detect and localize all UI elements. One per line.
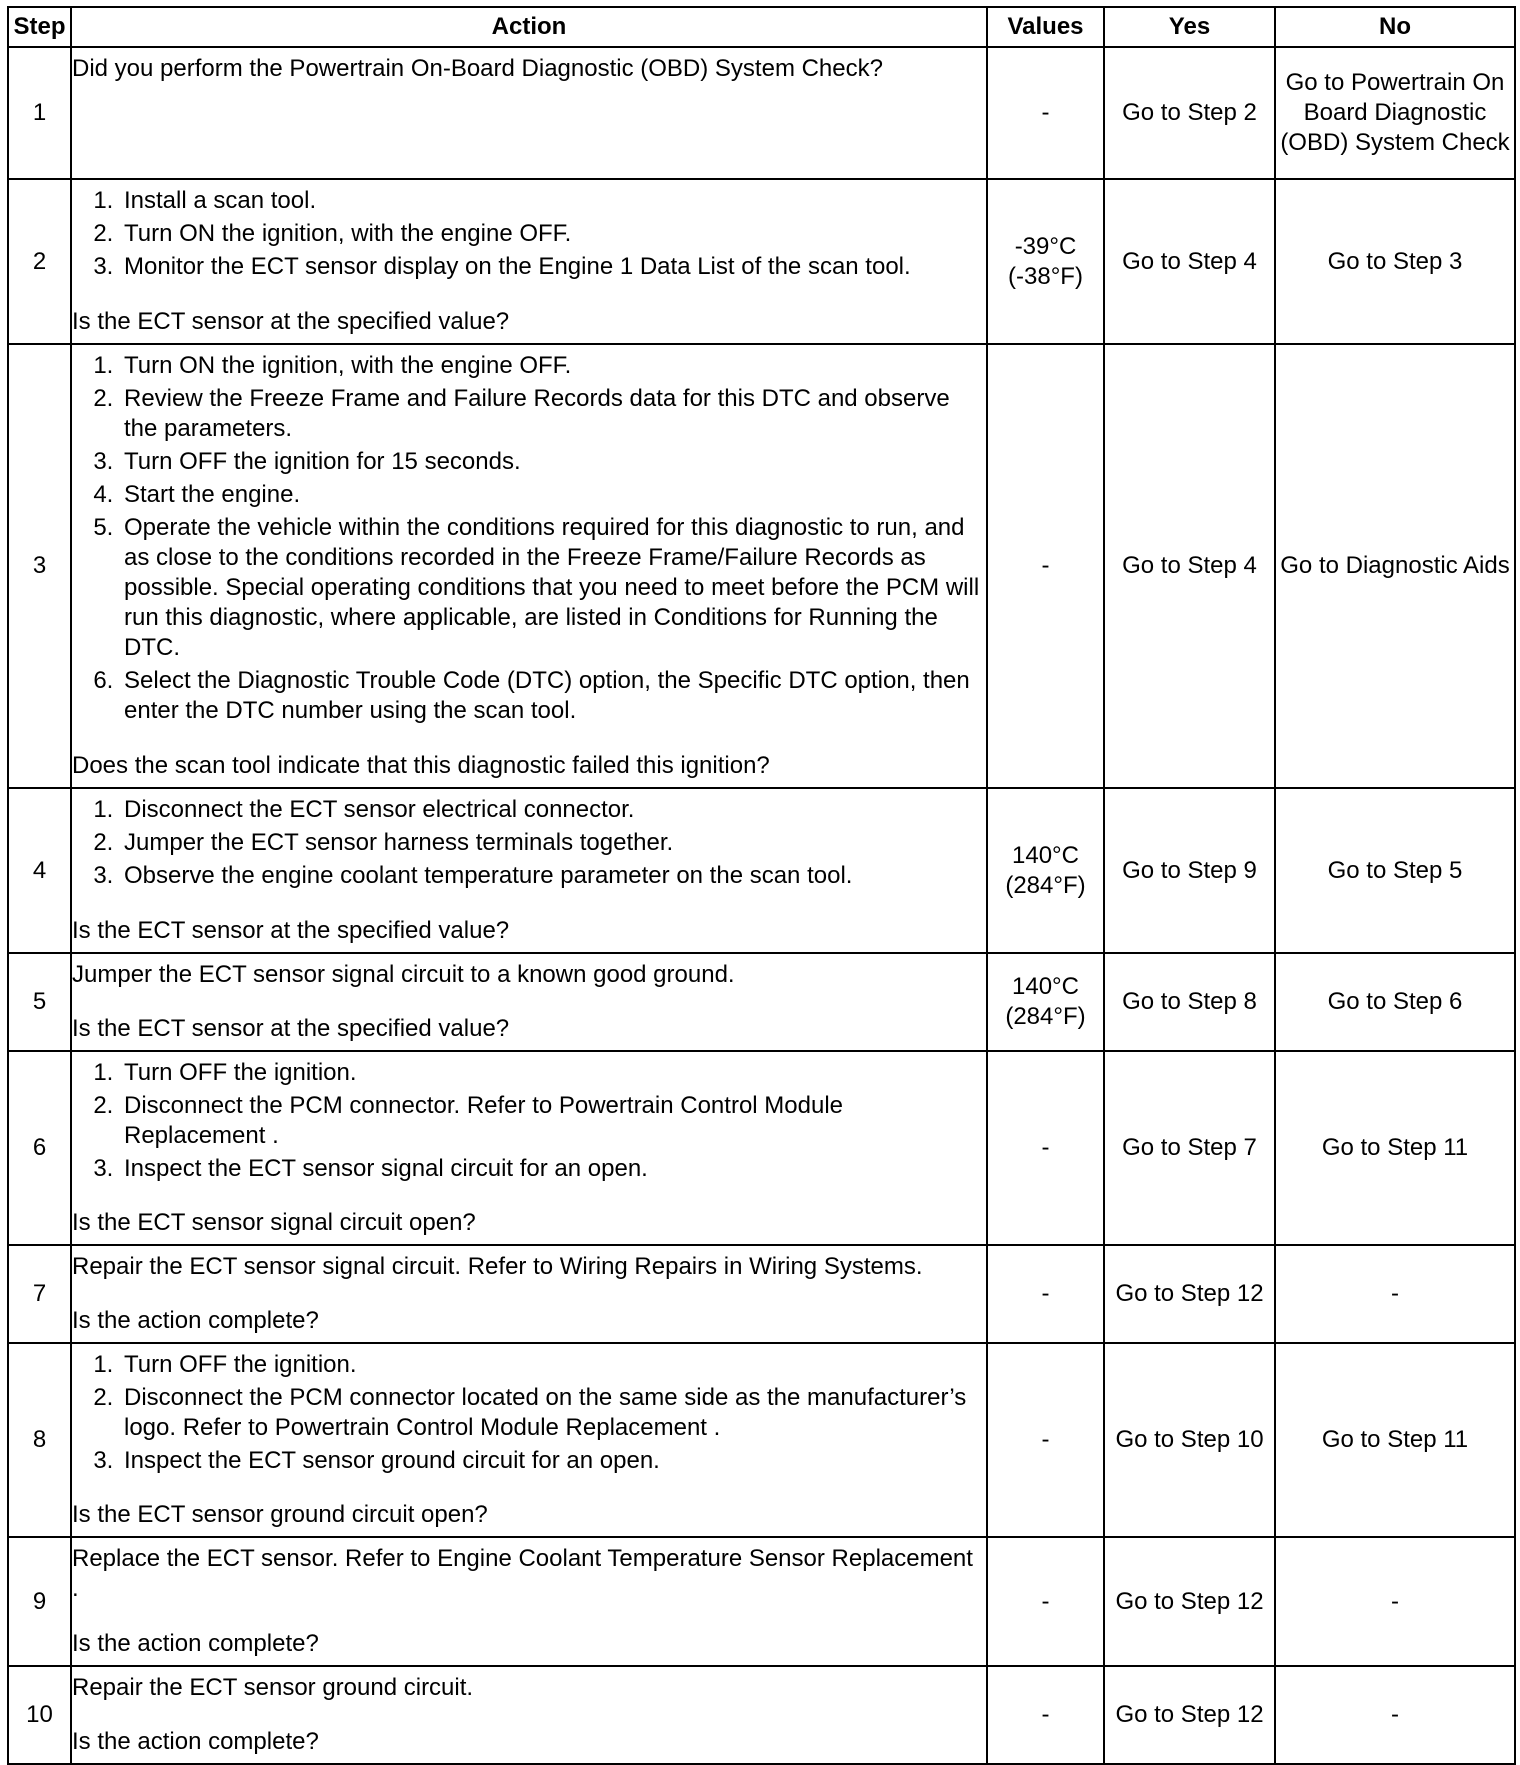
action-cell [71,1051,987,1245]
procedure-item: 2. Jumper the ECT sensor harness terminals together. [120,828,986,858]
table-row [8,1537,1515,1666]
step-number: 9 [8,1537,71,1666]
action-cell [71,1245,987,1343]
action-instruction: Repair the ECT sensor signal circuit. Refer to Wiring Repairs in Wiring Systems. [72,1253,923,1280]
procedure-list [72,351,986,726]
step-number: 4 [8,788,71,953]
step-number: 10 [8,1666,71,1764]
yes-cell: Go to Step 7 [1104,1051,1275,1245]
action-cell [71,1537,987,1666]
procedure-item: 3. Inspect the ECT sensor ground circuit for an open. [120,1446,986,1476]
procedure-list [72,1350,986,1476]
procedure-item: 2. Disconnect the PCM connector located on the same side as the manufacturer’s logo. Refer to Powertrain Control Module Replacement . [120,1383,986,1443]
yes-cell: Go to Step 8 [1104,953,1275,1051]
diagnostic-table-page [7,6,1514,1756]
procedure-item: 3. Observe the engine coolant temperature parameter on the scan tool. [120,861,986,891]
step-number: 2 [8,179,71,344]
action-instruction: Replace the ECT sensor. Refer to Engine Coolant Temperature Sensor Replacement . [72,1545,973,1602]
no-cell: Go to Powertrain On Board Diagnostic (OBD) System Check [1275,47,1515,179]
yes-cell: Go to Step 4 [1104,179,1275,344]
value-cell: - [987,47,1104,179]
value-cell: 140°C (284°F) [987,953,1104,1051]
action-cell [71,788,987,953]
action-question: Is the action complete? [72,1728,319,1755]
procedure-list [72,1058,986,1184]
action-question: Is the action complete? [72,1630,319,1657]
procedure-item: 2. Review the Freeze Frame and Failure Records data for this DTC and observe the parameters. [120,384,986,444]
procedure-list [72,186,986,282]
step-number: 1 [8,47,71,179]
header-action: Action [71,7,987,47]
yes-cell: Go to Step 2 [1104,47,1275,179]
step-number: 7 [8,1245,71,1343]
value-cell: - [987,344,1104,788]
yes-cell: Go to Step 9 [1104,788,1275,953]
table-row [8,47,1515,179]
table-row [8,1343,1515,1537]
procedure-item: 1. Turn OFF the ignition. [120,1350,986,1380]
procedure-item: 5. Operate the vehicle within the conditions required for this diagnostic to run, and as close to the conditions recorded in the Freeze Frame/Failure Records as possible. Special operating conditions that you need to meet before the PCM will run this diagnostic, where applicable, are listed in Conditions for Running the DTC. [120,513,986,663]
action-question: Is the ECT sensor at the specified value? [72,917,510,944]
value-cell: -39°C (-38°F) [987,179,1104,344]
header-no: No [1275,7,1515,47]
step-number: 5 [8,953,71,1051]
table-header-row [8,7,1515,47]
action-question: Is the ECT sensor at the specified value? [72,308,510,335]
action-cell [71,179,987,344]
yes-cell: Go to Step 12 [1104,1245,1275,1343]
action-instruction: Did you perform the Powertrain On-Board Diagnostic (OBD) System Check? [72,55,883,82]
table-row [8,1245,1515,1343]
no-cell: - [1275,1537,1515,1666]
no-cell: - [1275,1245,1515,1343]
procedure-item: 3. Turn OFF the ignition for 15 seconds. [120,447,986,477]
no-cell: Go to Diagnostic Aids [1275,344,1515,788]
action-question: Does the scan tool indicate that this diagnostic failed this ignition? [72,752,770,779]
diagnostic-table [7,6,1516,1765]
table-row [8,179,1515,344]
no-cell: Go to Step 5 [1275,788,1515,953]
value-cell: - [987,1537,1104,1666]
action-cell [71,953,987,1051]
action-question: Is the ECT sensor at the specified value? [72,1015,510,1042]
header-step: Step [8,7,71,47]
action-question: Is the action complete? [72,1307,319,1334]
value-cell: - [987,1245,1104,1343]
no-cell: Go to Step 3 [1275,179,1515,344]
no-cell: - [1275,1666,1515,1764]
yes-cell: Go to Step 12 [1104,1666,1275,1764]
procedure-item: 1. Turn ON the ignition, with the engine OFF. [120,351,986,381]
step-number: 8 [8,1343,71,1537]
value-cell: - [987,1666,1104,1764]
yes-cell: Go to Step 4 [1104,344,1275,788]
procedure-item: 6. Select the Diagnostic Trouble Code (DTC) option, the Specific DTC option, then enter the DTC number using the scan tool. [120,666,986,726]
procedure-item: 3. Inspect the ECT sensor signal circuit for an open. [120,1154,986,1184]
no-cell: Go to Step 11 [1275,1343,1515,1537]
table-row [8,788,1515,953]
yes-cell: Go to Step 12 [1104,1537,1275,1666]
yes-cell: Go to Step 10 [1104,1343,1275,1537]
table-row [8,344,1515,788]
action-question: Is the ECT sensor signal circuit open? [72,1209,476,1236]
procedure-item: 1. Install a scan tool. [120,186,986,216]
table-row [8,1666,1515,1764]
procedure-item: 2. Turn ON the ignition, with the engine OFF. [120,219,986,249]
action-cell [71,1666,987,1764]
action-question: Is the ECT sensor ground circuit open? [72,1501,488,1528]
table-body [8,47,1515,1764]
table-row [8,953,1515,1051]
procedure-list [72,795,986,891]
action-cell [71,1343,987,1537]
action-instruction: Repair the ECT sensor ground circuit. [72,1674,474,1701]
procedure-item: 1. Turn OFF the ignition. [120,1058,986,1088]
action-cell [71,47,987,179]
header-values: Values [987,7,1104,47]
procedure-item: 1. Disconnect the ECT sensor electrical connector. [120,795,986,825]
procedure-item: 3. Monitor the ECT sensor display on the Engine 1 Data List of the scan tool. [120,252,986,282]
procedure-item: 4. Start the engine. [120,480,986,510]
action-cell [71,344,987,788]
step-number: 6 [8,1051,71,1245]
step-number: 3 [8,344,71,788]
no-cell: Go to Step 11 [1275,1051,1515,1245]
table-row [8,1051,1515,1245]
header-yes: Yes [1104,7,1275,47]
value-cell: 140°C (284°F) [987,788,1104,953]
procedure-item: 2. Disconnect the PCM connector. Refer to Powertrain Control Module Replacement . [120,1091,986,1151]
value-cell: - [987,1051,1104,1245]
action-instruction: Jumper the ECT sensor signal circuit to a known good ground. [72,961,735,988]
value-cell: - [987,1343,1104,1537]
no-cell: Go to Step 6 [1275,953,1515,1051]
